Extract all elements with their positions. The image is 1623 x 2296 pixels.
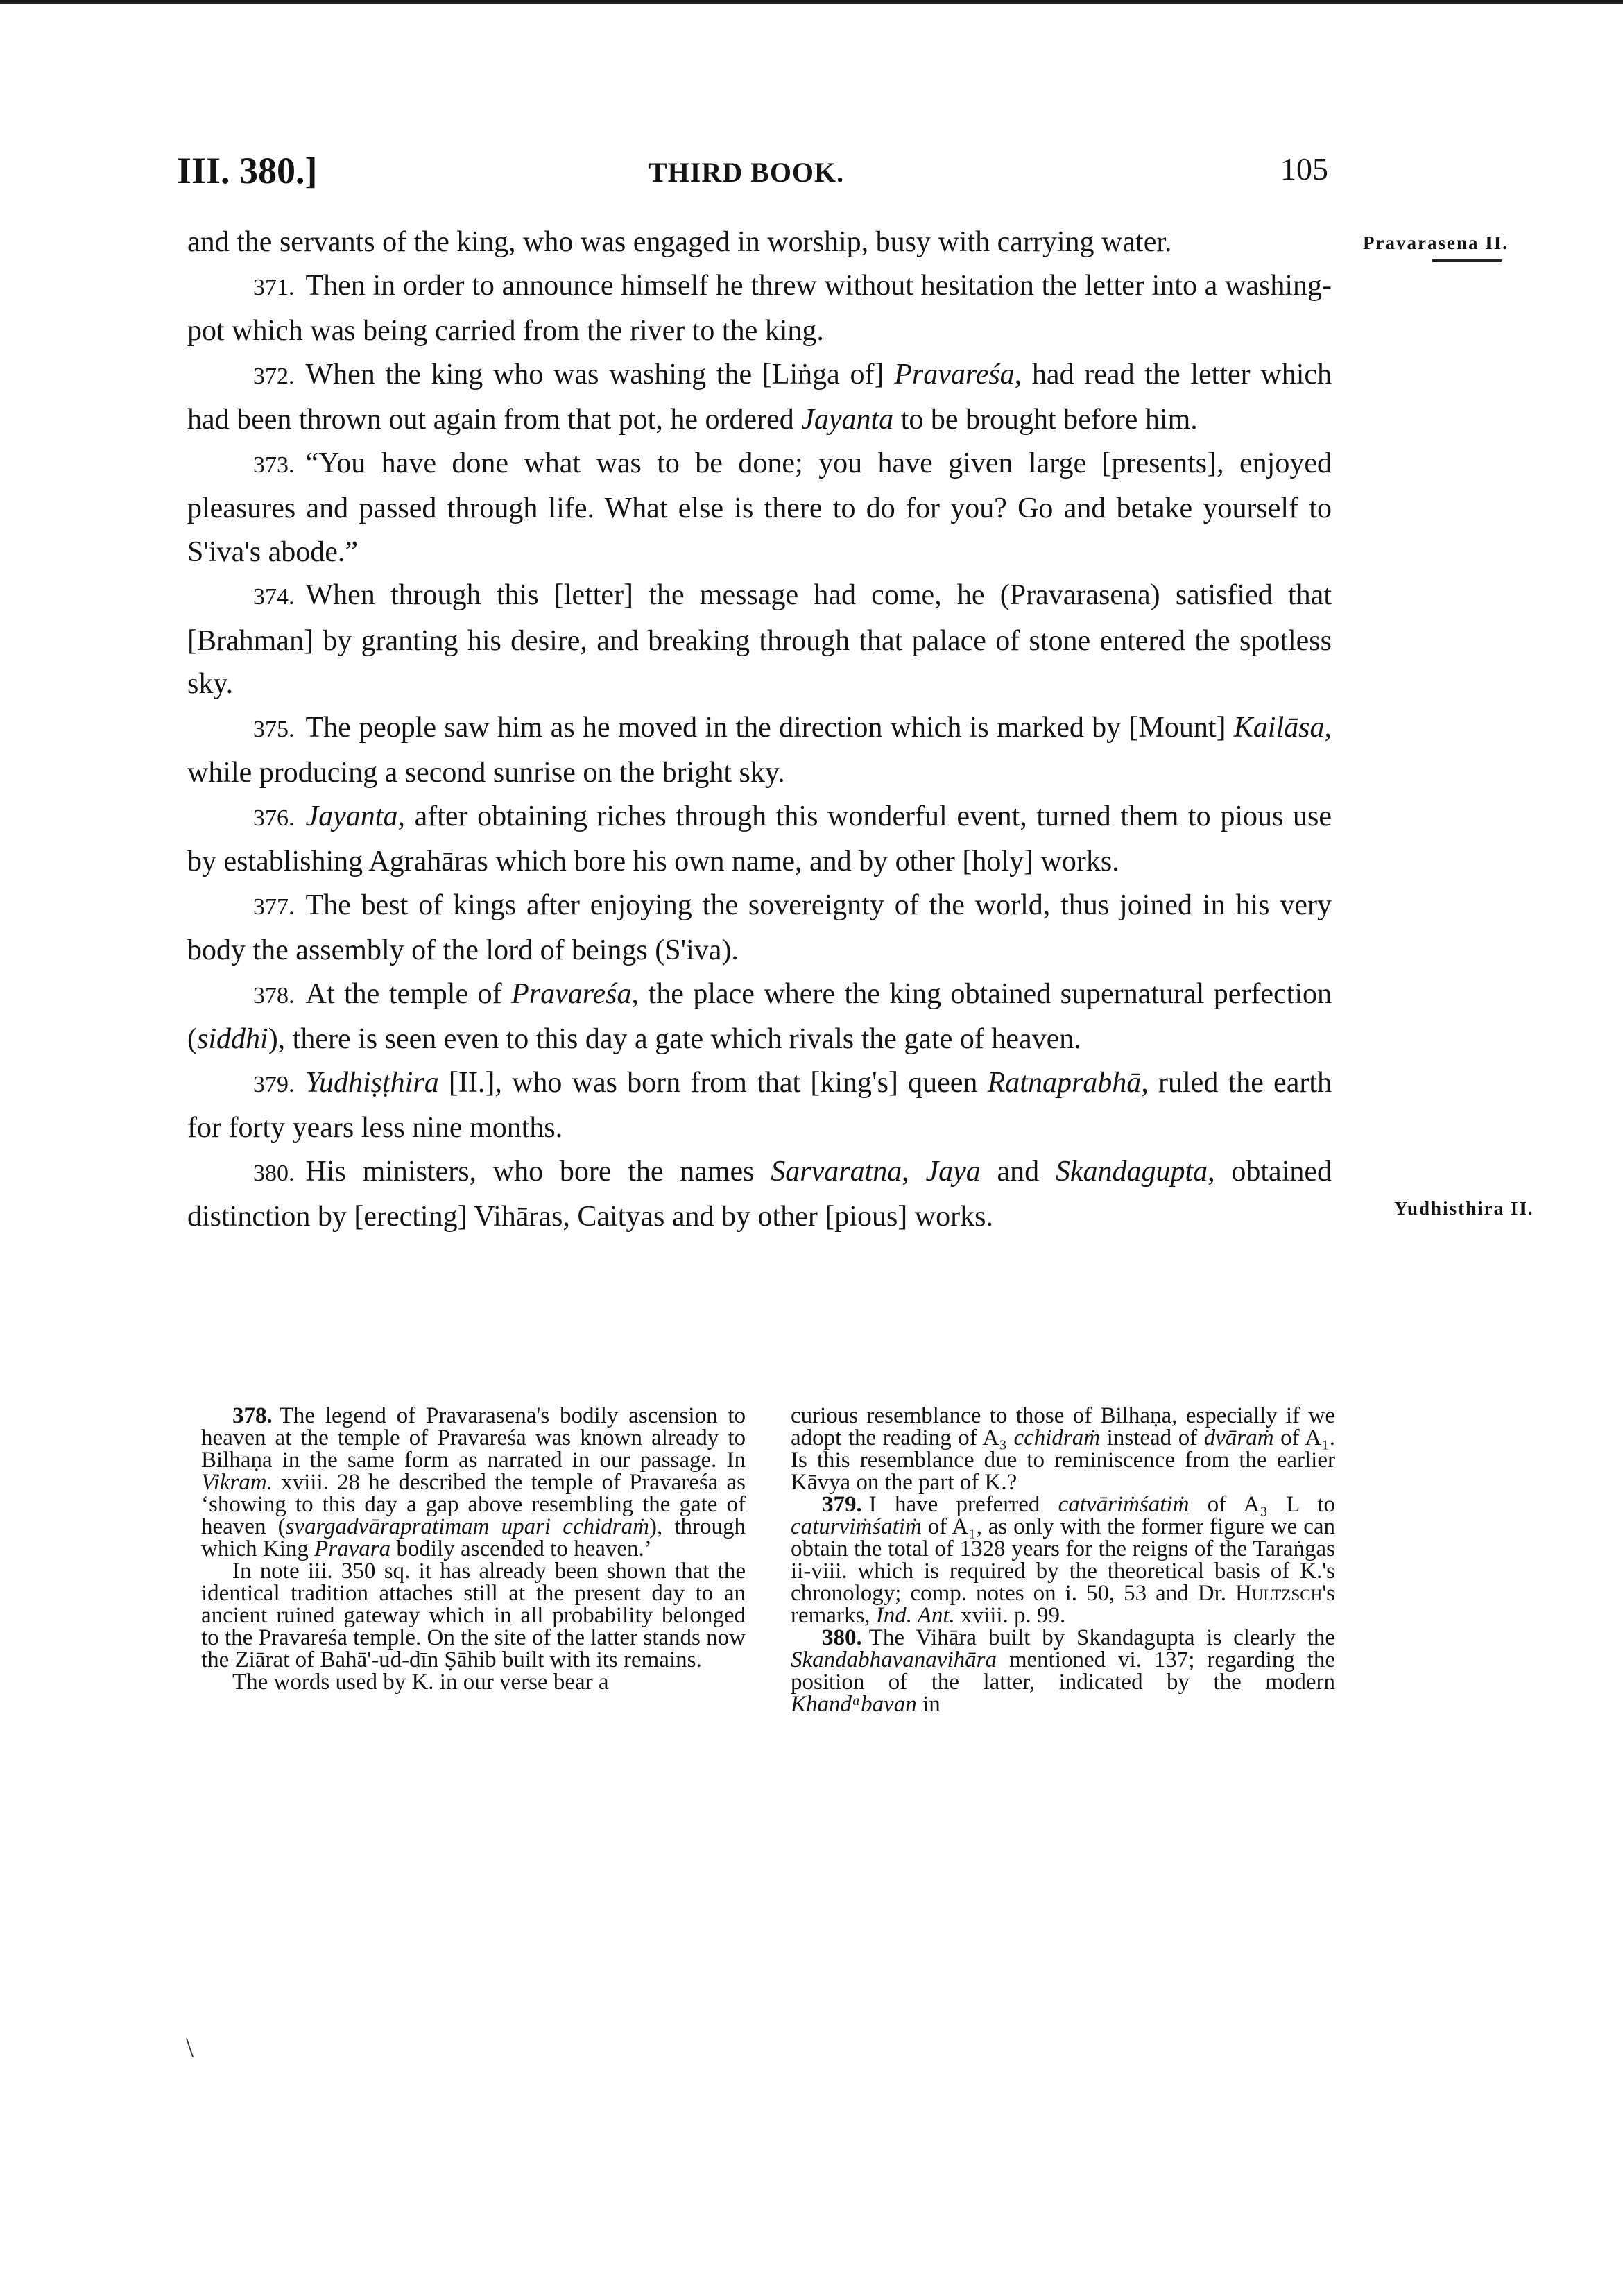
margin-note-pravarasena: Pravarasena II.: [1363, 232, 1509, 253]
note-small-caps: Hultzsch: [1235, 1581, 1323, 1606]
verse-italic: Pravareśa: [894, 358, 1015, 391]
note-italic: dvāraṁ: [1203, 1425, 1274, 1450]
note-text: of A₁. Is this resemblance due to reminiscence from the earlier Kāvya on the part of K.?: [791, 1425, 1336, 1495]
margin-note-yudhisthira: Yudhisthira II.: [1394, 1198, 1534, 1219]
verse-text: , after obtaining riches through this wonderful event, turned them to pious use by establishing Agrahāras which bore his own name, and by other [holy] works.: [187, 800, 1332, 877]
verse-377: [187, 884, 1332, 973]
verse-italic: siddhi: [197, 1023, 268, 1055]
note-italic: cchidraṁ: [1013, 1425, 1101, 1450]
verse-text: When through this [letter] the message had come, he (Pravarasena) satisfied that [Brahman] by granting his desire, and breaking through that palace of stone entered the spotless sky.: [187, 579, 1332, 700]
verse-371: [187, 264, 1332, 353]
verse-number: 374.: [253, 584, 295, 610]
verse-378: [187, 973, 1332, 1061]
verse-373: [187, 442, 1332, 574]
verse-380: [187, 1150, 1332, 1239]
verse-number: 376.: [253, 805, 295, 831]
top-edge-rule: [0, 0, 1623, 4]
note-text: instead of: [1100, 1425, 1204, 1450]
page-number: 105: [1280, 151, 1328, 187]
verse-text: The people saw him as he moved in the direction which is marked by [Mount]: [305, 711, 1234, 744]
note-379: [791, 1493, 1335, 1627]
verse-italic: Sarvaratna: [771, 1155, 902, 1188]
verse-italic: Pravareśa: [511, 977, 632, 1010]
verse-continuation: and the servants of the king, who was engaged in worship, busy with carrying water.: [187, 226, 1172, 258]
note-text: of A₃ L to: [1189, 1492, 1336, 1517]
verse-italic: Skandagupta: [1055, 1155, 1208, 1188]
footnotes-right-column: [791, 1405, 1335, 1715]
note-text: xviii. p. 99.: [954, 1603, 1066, 1628]
verse-number: 375.: [253, 716, 295, 742]
note-text: I have preferred: [868, 1492, 1058, 1517]
note-378-paragraph-2: In note iii. 350 sq. it has already been shown that the identical tradition attaches still at the present day to an ancient ruined gateway which in all probability belonged to the Pravareśa temple. On the site of the latter stands now the Ziārat of Bahā'-ud-dīn Ṣāhib built with its remains.: [201, 1559, 746, 1672]
verse-372: [187, 353, 1332, 442]
verse-text: to be brought before him.: [893, 404, 1198, 436]
note-text: curious resemblance to those of Bilhaṇa, especially if we adopt the reading of A₃: [791, 1403, 1335, 1450]
margin-note-rule: [1432, 259, 1502, 262]
verse-italic: Yudhiṣṭhira: [305, 1066, 439, 1099]
note-378-continuation: [791, 1405, 1335, 1493]
verse-text: , had read the letter which had been thrown out again from that pot, he ordered: [187, 358, 1332, 436]
verse-italic: Ratnaprabhā: [987, 1066, 1142, 1099]
verse-379: [187, 1061, 1332, 1150]
verse-text: Then in order to announce himself he threw without hesitation the letter into a washing-pot which was being carried from the river to the king.: [187, 269, 1332, 347]
verse-text: , the place where the king obtained supernatural perfection (: [187, 977, 1332, 1055]
verse-text: [II.], who was born from that [king's] queen: [438, 1066, 988, 1099]
note-text: The legend of Pravarasena's bodily ascension to heaven at the temple of Pravareśa was known already to Bilhaṇa in the same form as narrated in our passage. In: [201, 1403, 746, 1473]
verse-text: When the king who was washing the [Liṅga of]: [305, 358, 895, 391]
verse-375: [187, 706, 1332, 795]
verse-text: “You have done what was to be done; you have given large [presents], enjoyed pleasures and passed through life. What else is there to do for you? Go and betake yourself to S'iva's abode.”: [187, 447, 1332, 568]
verse-376: [187, 795, 1332, 884]
note-text: xviii. 28 he described the temple of Pravareśa as ‘showing to this day a gap above resembling the gate of heaven (: [201, 1470, 746, 1539]
note-text: 's remarks,: [791, 1581, 1335, 1628]
verse-number: 379.: [253, 1071, 295, 1097]
verse-number: 371.: [253, 274, 295, 300]
verse-text: His ministers, who bore the names: [305, 1155, 771, 1188]
note-italic: svargadvārapratimam upari cchidraṁ: [285, 1514, 649, 1539]
note-380: [791, 1627, 1335, 1715]
verse-italic: Jayanta: [801, 404, 894, 436]
verse-text: The best of kings after enjoying the sovereignty of the world, thus joined in his very body the assembly of the lord of beings (S'iva).: [187, 889, 1332, 966]
main-text: [187, 221, 1332, 1239]
note-text: bodily ascended to heaven.’: [390, 1536, 652, 1561]
note-text: ), through which King: [201, 1514, 746, 1561]
note-number: 378.: [232, 1403, 273, 1428]
verse-text: and: [980, 1155, 1056, 1188]
verse-italic: Jayanta: [305, 800, 398, 832]
note-378-paragraph-3: The words used by K. in our verse bear a: [232, 1670, 609, 1695]
verse-text: ), there is seen even to this day a gate which rivals the gate of heaven.: [268, 1023, 1081, 1055]
note-italic: Ind. Ant.: [875, 1603, 955, 1628]
verse-374: [187, 574, 1332, 706]
verse-text: , while producing a second sunrise on the bright sky.: [187, 711, 1332, 789]
scan-mark: \: [186, 2032, 194, 2063]
note-number: 380.: [822, 1625, 862, 1650]
verse-number: 378.: [253, 982, 295, 1009]
verse-italic: Kailāsa: [1233, 711, 1325, 744]
note-text: of A₁, as only with the former figure we can obtain the total of 1328 years for the reigns of the Taraṅgas ii-viii. which is required by the theoretical basis of K.'s chronology; comp. notes on i. 50, 53 and Dr.: [791, 1514, 1335, 1606]
verse-text: At the temple of: [305, 977, 512, 1010]
verse-text: ,: [902, 1155, 926, 1188]
verse-text: , ruled the earth for forty years less nine months.: [187, 1066, 1332, 1144]
verse-text: , obtained distinction by [erecting] Vihāras, Caityas and by other [pious] works.: [187, 1155, 1332, 1233]
note-number: 379.: [822, 1492, 862, 1517]
verse-number: 380.: [253, 1160, 295, 1186]
note-text: in: [916, 1692, 941, 1717]
section-reference: III. 380.]: [177, 150, 318, 191]
running-title: THIRD BOOK.: [649, 157, 845, 188]
verse-number: 377.: [253, 893, 295, 920]
note-italic: Pravara: [314, 1536, 391, 1561]
note-italic: caturviṁśatiṁ: [791, 1514, 922, 1539]
note-italic: Skandabhavanavihāra: [791, 1647, 997, 1672]
note-378: [201, 1405, 746, 1560]
note-italic: Vikram.: [201, 1470, 273, 1495]
note-text: mentioned vi. 137; regarding the position of the latter, indicated by the modern: [791, 1647, 1335, 1695]
verse-number: 373.: [253, 452, 295, 478]
verse-italic: Jaya: [925, 1155, 981, 1188]
note-italic: Khandᵃbavan: [791, 1692, 917, 1717]
footnotes-left-column: [201, 1405, 746, 1693]
page-header: [177, 149, 1370, 205]
note-italic: catvāriṁśatiṁ: [1058, 1492, 1190, 1517]
note-text: The Vihāra built by Skandagupta is clearly the: [868, 1625, 1335, 1650]
verse-number: 372.: [253, 363, 295, 389]
